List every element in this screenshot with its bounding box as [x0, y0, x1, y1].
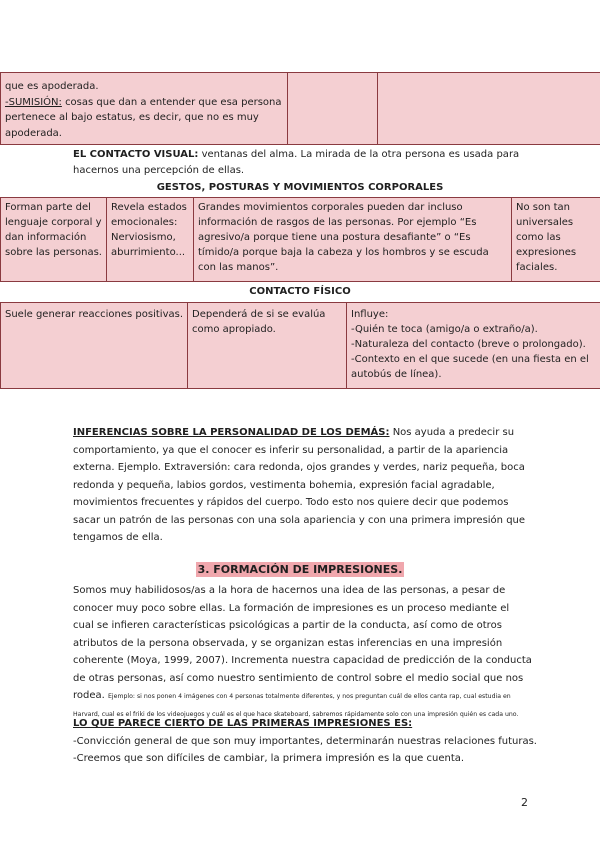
contacto-visual-label: EL CONTACTO VISUAL: — [73, 149, 199, 160]
inferencias-text: Nos ayuda a predecir su comportamiento, ya que el conocer es inferir su personalidad, a partir de la apariencia externa. Ejemplo. Extraversión: cara redonda, ojos grandes y verdes, nariz pequeña, boca redonda y pequeña, labios gordos, vestimenta bohemia, expresión facial agradable, movimientos frecuentes y rápidos del cuerpo. Todo esto nos quiere decir que podemos sacar un patrón de las personas con una sola apariencia y con una primera impresión que tengamos de ella. — [73, 427, 526, 543]
table1-line: apoderada. — [5, 127, 62, 139]
inferencias-label: INFERENCIAS SOBRE LA PERSONALIDAD DE LOS DEMÁS: — [73, 427, 390, 438]
table1-line: que es apoderada. — [5, 81, 99, 92]
gestos-col3: Grandes movimientos corporales pueden dar incluso información de rasgos de las personas. Por ejemplo “Es agresivo/a porque tiene una postura desafiante” o “Es tímido/a porque baja la cabeza y los hombros y se escuda con las manos”. — [194, 198, 512, 282]
fisico-col3 — [347, 303, 600, 389]
gestos-col1: Forman parte del lenguaje corporal y dan información sobre las personas. — [1, 198, 107, 282]
section3-item2: -Creemos que son difíciles de cambiar, la primera impresión es la que cuenta. — [73, 753, 465, 764]
fisico-col2: Dependerá de si se evalúa como apropiado. — [188, 303, 347, 389]
gestos-table — [0, 197, 600, 282]
section3-subheading: LO QUE PARECE CIERTO DE LAS PRIMERAS IMPRESIONES ES: — [73, 718, 413, 729]
page-number: 2 — [521, 796, 528, 809]
fisico-line: Influye: — [351, 309, 389, 320]
empty-cell — [378, 73, 600, 145]
section3-title-wrap — [0, 563, 600, 576]
section3-body: Somos muy habilidosos/as a la hora de hacernos una idea de las personas, a pesar de conocer muy poco sobre ellas. La formación de impresiones es un proceso mediante el cual se infieren características psicológicas a partir de la conducta, así como de otros atributos de la persona observada, y se organizan estas inferencias en una impresión coherente (Moya, 1999, 2007). Incrementa nuestra capacidad de predicción de la conducta de otras personas, así como nuestro sentimiento de control sobre el medio social que nos rodea. — [73, 585, 532, 701]
fisico-line: -Contexto en el que sucede (en una fiesta en el autobús de línea). — [351, 354, 589, 380]
contacto-fisico-title: CONTACTO FÍSICO — [249, 286, 351, 297]
contacto-visual-line — [73, 147, 519, 162]
empty-cell — [288, 73, 378, 145]
contacto-visual-line2: hacernos una percepción de ellas. — [73, 165, 245, 176]
fisico-line: -Naturaleza del contacto (breve o prolongado). — [351, 339, 586, 350]
fisico-line: -Quién te toca (amigo/a o extraño/a). — [351, 324, 538, 335]
contacto-visual-text: ventanas del alma. La mirada de la otra persona es usada para — [201, 149, 520, 160]
section3-example: Ejemplo: si nos ponen 4 imágenes con 4 personas totalmente diferentes, y nos preguntan cuál de ellos canta rap, cual estudia en Harvard, cual es el friki de los videojuegos y cuál es el que hace skateboard, sabremos rápidamente solo con una impresión quién es cada uno. — [73, 693, 519, 718]
sumision-cell — [1, 73, 288, 145]
section3-paragraph — [73, 582, 533, 722]
table1-line: cosas que dan a entender que esa persona — [65, 96, 282, 108]
gestos-title: GESTOS, POSTURAS Y MOVIMIENTOS CORPORALES — [156, 182, 444, 193]
inferencias-paragraph — [73, 424, 533, 547]
sumision-label: -SUMISIÓN: — [5, 96, 62, 108]
sumision-table — [0, 72, 600, 145]
contacto-fisico-table — [0, 302, 600, 389]
fisico-col1: Suele generar reacciones positivas. — [1, 303, 188, 389]
section3-item1: -Convicción general de que son muy importantes, determinarán nuestras relaciones futuras. — [73, 736, 537, 747]
section3-title: 3. FORMACIÓN DE IMPRESIONES. — [197, 563, 403, 576]
table1-line: pertenece al bajo estatus, es decir, que no es muy — [5, 112, 259, 123]
gestos-col2: Revela estados emocionales: Nerviosismo, aburrimiento... — [107, 198, 194, 282]
gestos-col4: No son tan universales como las expresiones faciales. — [512, 198, 600, 282]
